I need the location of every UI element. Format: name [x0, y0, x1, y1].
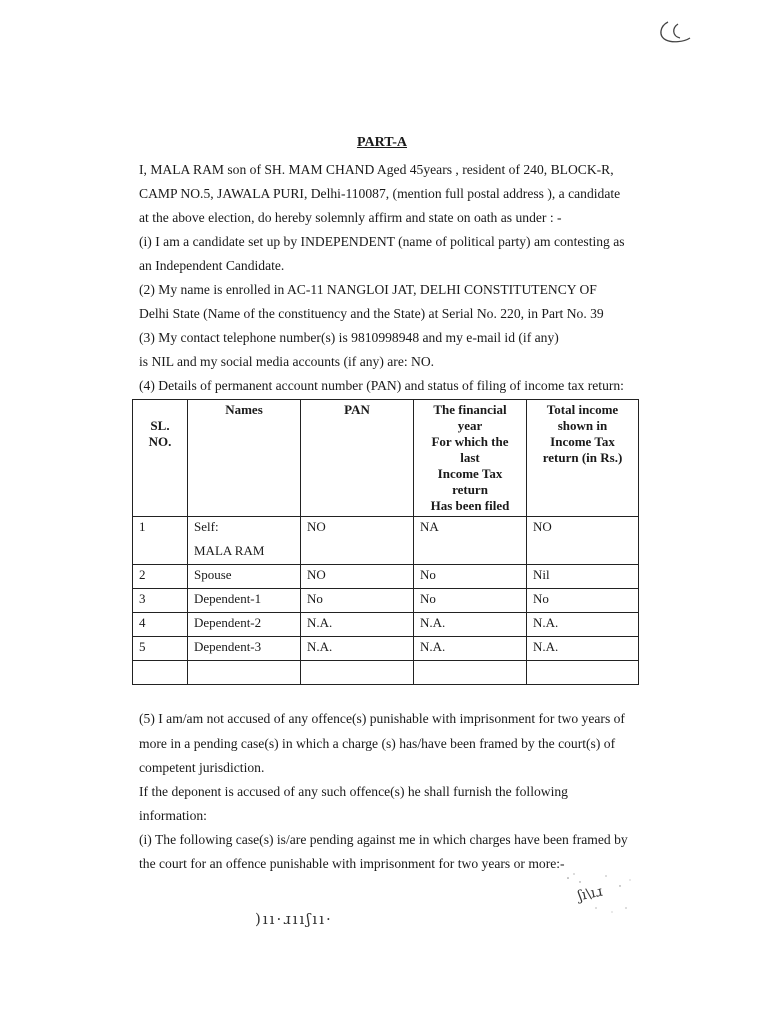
cell-total-income: N.A. — [527, 613, 639, 637]
cell-sl: 3 — [133, 589, 188, 613]
header-fy-line: Has been filed — [430, 498, 510, 513]
table-row — [133, 565, 639, 589]
cell-empty — [414, 661, 527, 685]
cell-empty — [133, 661, 188, 685]
cell-name: Dependent-2 — [188, 613, 301, 637]
para-6-line-1: (5) I am/am not accused of any offence(s) punishable with imprisonment for two years of — [139, 711, 625, 726]
cell-pan: N.A. — [301, 613, 414, 637]
para-1-line-1: I, MALA RAM son of SH. MAM CHAND Aged 45years , resident of 240, BLOCK-R, — [139, 162, 614, 177]
cell-pan: N.A. — [301, 637, 414, 661]
para-2-line-2: an Independent Candidate. — [139, 258, 285, 273]
header-fy-line: For which the — [431, 434, 509, 449]
cell-name-line: Self: — [194, 519, 219, 534]
cell-empty — [527, 661, 639, 685]
table-row — [133, 637, 639, 661]
para-4-line-1: (3) My contact telephone number(s) is 9810998948 and my e-mail id (if any) — [139, 330, 559, 345]
cell-sl: 4 — [133, 613, 188, 637]
para-5-line-1: (4) Details of permanent account number (PAN) and status of filing of income tax return: — [139, 378, 624, 393]
header-fy-line: last — [460, 450, 480, 465]
table-row — [133, 517, 639, 565]
cell-name: Dependent-1 — [188, 589, 301, 613]
cell-financial-year: No — [414, 565, 527, 589]
cell-total-income: No — [527, 589, 639, 613]
cell-sl: 2 — [133, 565, 188, 589]
header-ti-line: Income Tax — [550, 434, 615, 449]
header-fy-line: return — [452, 482, 488, 497]
para-4-line-2: is NIL and my social media accounts (if any) are: NO. — [139, 354, 435, 369]
cell-empty — [301, 661, 414, 685]
header-financial-year — [414, 400, 527, 517]
para-6-line-3: competent jurisdiction. — [139, 760, 265, 775]
header-sl-text: SL. — [150, 418, 170, 433]
header-no-text: NO. — [148, 434, 172, 449]
para-3-line-2: Delhi State (Name of the constituency and the State) at Serial No. 220, in Part No. 39 — [139, 306, 604, 321]
cell-financial-year: NA — [414, 517, 527, 565]
header-pan: PAN — [301, 400, 414, 517]
handwritten-note-left: )ıı·ɹııʃıı· — [255, 910, 333, 928]
handwritten-initials-right: ʃı\ıɹ — [576, 883, 604, 905]
header-ti-line: shown in — [557, 418, 608, 433]
para-1-line-2: CAMP NO.5, JAWALA PURI, Delhi-110087, (mention full postal address ), a candidate — [139, 186, 621, 201]
para-7-line-2: information: — [139, 808, 207, 823]
header-ti-line: return (in Rs.) — [542, 450, 623, 465]
table-header-row — [133, 400, 639, 517]
para-6-line-2: more in a pending case(s) in which a charge (s) has/have been framed by the court(s) of — [139, 736, 616, 751]
cell-name — [188, 517, 301, 565]
para-8-line-2: the court for an offence punishable with imprisonment for two years or more:- — [139, 856, 565, 871]
header-ti-line: Total income — [546, 402, 619, 417]
cell-sl: 5 — [133, 637, 188, 661]
cell-sl: 1 — [133, 517, 188, 565]
table-row-empty — [133, 661, 639, 685]
cell-empty — [188, 661, 301, 685]
header-fy-line: The financial — [433, 402, 507, 417]
cell-name-line: MALA RAM — [194, 543, 265, 558]
cell-financial-year: N.A. — [414, 637, 527, 661]
para-8-line-1: (i) The following case(s) is/are pending against me in which charges have been framed by — [139, 832, 628, 847]
para-7-line-1: If the deponent is accused of any such offence(s) he shall furnish the following — [139, 784, 568, 799]
para-3-line-1: (2) My name is enrolled in AC-11 NANGLOI JAT, DELHI CONSTITUTENCY OF — [139, 282, 597, 297]
cell-financial-year: N.A. — [414, 613, 527, 637]
header-names: Names — [188, 400, 301, 517]
header-fy-line: Income Tax — [437, 466, 503, 481]
cell-total-income: N.A. — [527, 637, 639, 661]
part-a-heading: PART-A — [356, 135, 408, 150]
cell-pan: No — [301, 589, 414, 613]
cell-pan: NO — [301, 517, 414, 565]
handwritten-page-mark — [654, 18, 694, 46]
table-row — [133, 589, 639, 613]
table-row — [133, 613, 639, 637]
cell-total-income: NO — [527, 517, 639, 565]
cell-financial-year: No — [414, 589, 527, 613]
header-fy-line: year — [457, 418, 483, 433]
ink-speckle-marks — [560, 868, 640, 918]
cell-name: Spouse — [188, 565, 301, 589]
pan-income-tax-table — [132, 399, 639, 685]
para-2-line-1: (i) I am a candidate set up by INDEPENDENT (name of political party) am contesting as — [139, 234, 625, 249]
cell-name: Dependent-3 — [188, 637, 301, 661]
cell-pan: NO — [301, 565, 414, 589]
cell-total-income: Nil — [527, 565, 639, 589]
para-1-line-3: at the above election, do hereby solemnly affirm and state on oath as under : - — [139, 210, 562, 225]
header-sl-no — [133, 400, 188, 517]
header-total-income — [527, 400, 639, 517]
